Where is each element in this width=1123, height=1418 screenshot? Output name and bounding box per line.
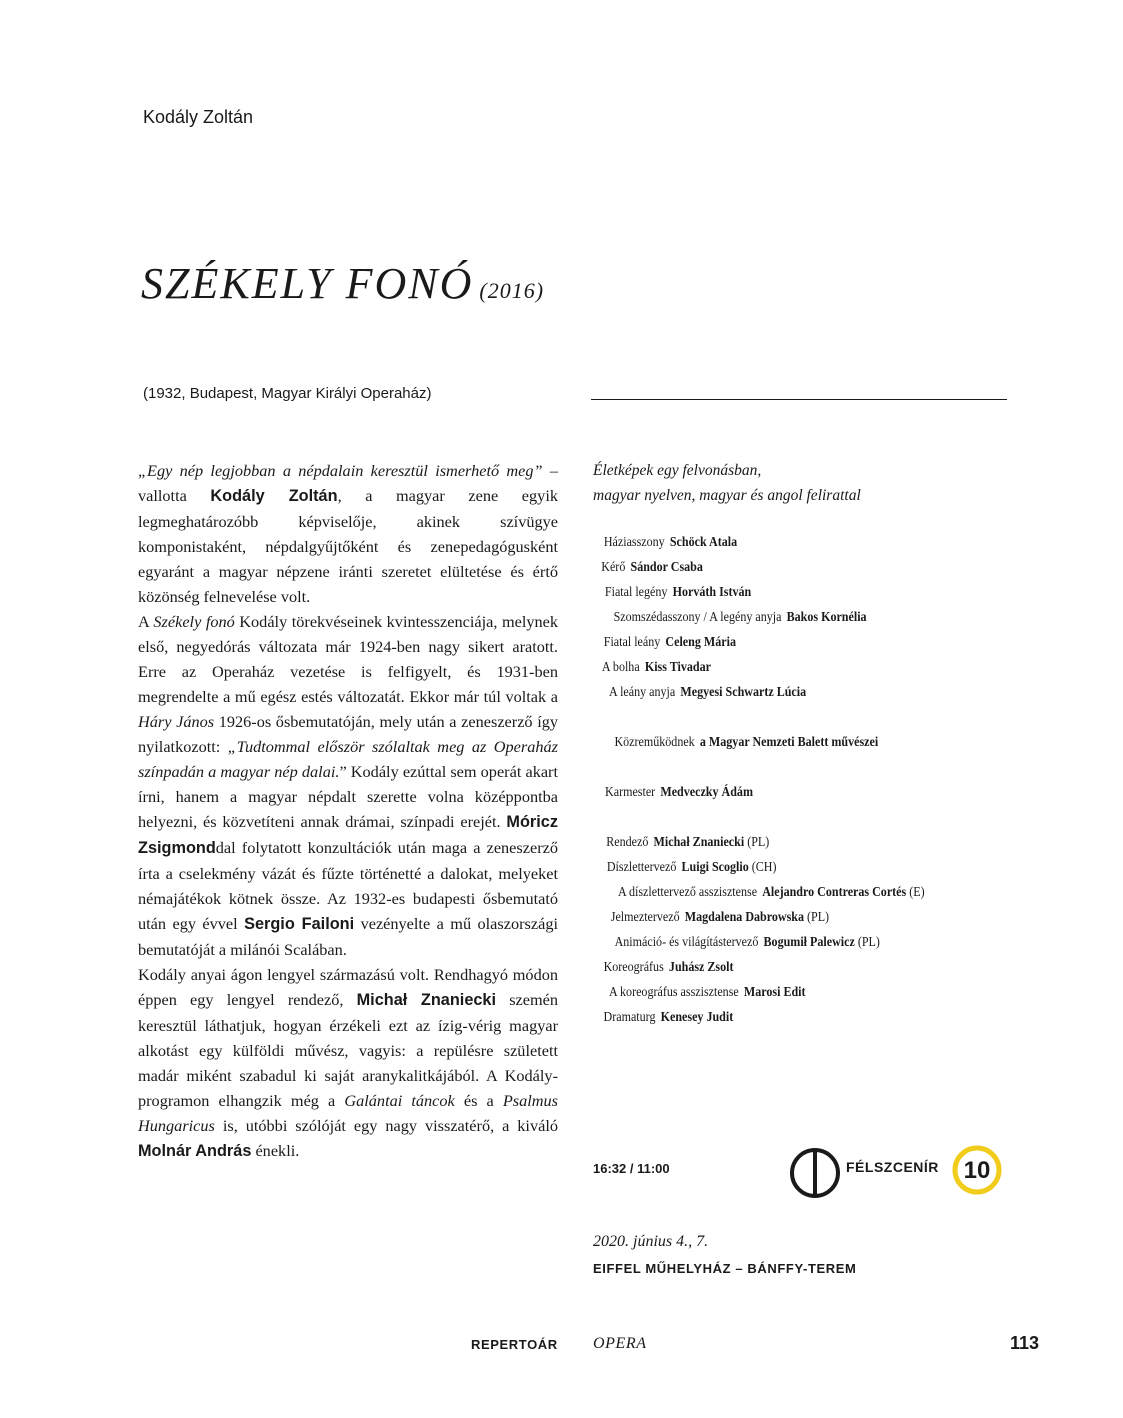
name: Schöck Atala	[669, 535, 738, 550]
work-title: Psalmus Hungaricus	[138, 1091, 559, 1135]
name-molnar: Molnár András	[138, 1142, 252, 1160]
role: Animáció- és világítástervező	[614, 935, 759, 950]
cast-row	[604, 635, 736, 651]
name: a Magyar Nemzeti Balett művészei	[699, 735, 879, 750]
role: Díszlettervező	[606, 860, 677, 875]
performance-date: 2020. június 4., 7.	[593, 1233, 709, 1250]
crew-row	[604, 960, 734, 976]
role: Fiatal leány	[603, 635, 661, 650]
cast-row	[601, 560, 703, 576]
premiere-info: (1932, Budapest, Magyar Királyi Operaház)	[143, 385, 432, 402]
role: A koreográfus asszisztense	[608, 985, 739, 1000]
cast-row	[605, 585, 751, 601]
name: Juhász Zsolt	[668, 960, 734, 975]
role: A leány anyja	[609, 685, 676, 700]
paragraph-1	[138, 458, 558, 609]
role: Háziasszony	[603, 535, 665, 550]
divider-rule	[591, 399, 1007, 400]
text: Kodály törekvéseinek kvintesszenciája, melynek első, negyedórás változata már 1924-ben nagy sikert aratott. Erre az Operaház vezetése is felfigyelt, és 1931-ben megrendelte a mű egész estés változatát. Ekkor már túl voltak a	[138, 612, 559, 706]
text: A	[138, 612, 154, 631]
stage-name: FÉLSZCENÍR	[846, 1159, 939, 1175]
crew-row	[606, 835, 769, 851]
role: Koreográfus	[603, 960, 664, 975]
text: is, utóbbi szólóját egy nagy visszatérő, a kiváló	[214, 1116, 558, 1135]
crew-row	[615, 935, 880, 951]
quote: „Tudtommal először szólaltak meg az Operaház színpadán a magyar nép dalai.	[138, 737, 558, 781]
name: Marosi Edit	[743, 985, 806, 1000]
role: Karmester	[605, 785, 656, 800]
role: Jelmeztervező	[610, 910, 680, 925]
stage-logo-icon	[788, 1146, 842, 1200]
ensemble-row	[614, 735, 878, 751]
paragraph-3	[138, 962, 558, 1164]
cast-row	[614, 610, 867, 626]
name: Bakos Kornélia	[786, 610, 867, 625]
country: (PL)	[744, 835, 770, 850]
name: Magdalena Dabrowska	[684, 910, 804, 925]
name: Bogumił Palewicz	[763, 935, 855, 950]
role: Kérő	[601, 560, 626, 575]
cast-row	[604, 535, 737, 551]
title-main: SZÉKELY FONÓ	[141, 259, 474, 308]
footer-genre: OPERA	[593, 1335, 647, 1352]
role: A díszlettervező asszisztense	[617, 885, 758, 900]
name-kodaly: Kodály Zoltán	[210, 487, 338, 505]
name: Michał Znaniecki	[653, 835, 745, 850]
production-subtitle	[593, 458, 861, 508]
name-moricz: Móricz Zsigmond	[138, 813, 558, 857]
crew-row	[618, 885, 925, 901]
name-znaniecki: Michał Znaniecki	[356, 991, 497, 1009]
work-title: Háry János	[138, 712, 215, 731]
role: Szomszédasszony / A legény anyja	[613, 610, 782, 625]
text: szemén keresztül láthatjuk, hogyan érzékeli ezt az ízig-vérig magyar alkotást egy külföldi művész, vagyis: a repülésre született madár miként szabadul ki saját aranykalitkájából. A Kodály-programon elhangzik még a	[138, 990, 559, 1110]
subtitle-line: magyar nyelven, magyar és angol felirattal	[593, 487, 861, 504]
text: dal folytatott konzultációk után maga a zeneszerző írta a cselekmény vázát és fűzte történetté a dalokat, melyeket némajátékok kötnek össze. Az 1932-es budapesti ősbemutató után egy évvel	[138, 838, 558, 933]
paragraph-2	[138, 609, 558, 962]
text: , a magyar zene egyik legmeghatározóbb képviselője, akinek szívügye komponistaként, népdalgyűjtőként és zenepedagógusként egyaránt a magyar népzene iránti szeretet elültetése és értő közönség felnevelése volt.	[138, 486, 558, 606]
text: Kodály anyai ágon lengyel származású volt. Rendhagyó módon éppen egy lengyel rendező,	[138, 965, 558, 1009]
name: Celeng Mária	[665, 635, 736, 650]
work-title: Galántai táncok	[344, 1091, 455, 1110]
name: Alejandro Contreras Cortés	[762, 885, 907, 900]
country: (PL)	[803, 910, 830, 925]
name: Megyesi Schwartz Lúcia	[680, 685, 807, 700]
name: Horváth István	[672, 585, 752, 600]
role: A bolha	[601, 660, 640, 675]
text: vezényelte a mű olaszországi bemutatóját a milánói Scalában.	[138, 914, 558, 959]
role: Dramaturg	[603, 1010, 656, 1025]
crew-row	[607, 860, 777, 876]
crew-row	[604, 1010, 734, 1026]
cast-row	[609, 685, 806, 701]
duration-times: 16:32 / 11:00	[593, 1161, 670, 1176]
crew-row	[609, 985, 806, 1001]
performance-venue: EIFFEL MŰHELYHÁZ – BÁNFFY-TEREM	[593, 1261, 857, 1276]
name: Medveczky Ádám	[660, 785, 753, 800]
subtitle-line: Életképek egy felvonásban,	[593, 462, 762, 479]
text: és a	[454, 1091, 503, 1110]
country: (E)	[906, 885, 925, 900]
page-title	[141, 258, 544, 309]
composer-name: Kodály Zoltán	[143, 107, 254, 127]
work-title: Székely fonó	[153, 612, 235, 631]
footer-section: REPERTOÁR	[471, 1337, 558, 1352]
name-failoni: Sergio Failoni	[244, 915, 355, 933]
country: (PL)	[854, 935, 880, 950]
page-number: 113	[1010, 1333, 1040, 1353]
conductor-row	[605, 785, 753, 801]
cast-row	[602, 660, 711, 676]
role: Közreműködnek	[614, 735, 695, 750]
name: Luigi Scoglio	[681, 860, 749, 875]
age-rating-badge	[952, 1145, 1002, 1195]
role: Fiatal legény	[604, 585, 668, 600]
text: – vallotta	[138, 461, 558, 505]
name: Sándor Csaba	[630, 560, 703, 575]
quote: „Egy nép legjobban a népdalain keresztül ismerhető meg”	[138, 461, 543, 480]
name: Kiss Tivadar	[644, 660, 711, 675]
title-year: (2016)	[479, 278, 545, 303]
text: énekli.	[251, 1141, 300, 1160]
article-body	[138, 458, 558, 1164]
text: ” Kodály ezúttal sem operát akart írni, hanem a magyar népdalt szerette volna középpontba helyezni, és közvetíteni annak drámai, színpadi erejét.	[138, 762, 559, 831]
country: (CH)	[748, 860, 777, 875]
role: Rendező	[606, 835, 649, 850]
crew-row	[611, 910, 829, 926]
name: Kenesey Judit	[660, 1010, 734, 1025]
text: 1926-os ősbemutatóján, mely után a zeneszerző így nyilatkozott:	[138, 712, 558, 756]
age-rating-value: 10	[963, 1157, 991, 1184]
